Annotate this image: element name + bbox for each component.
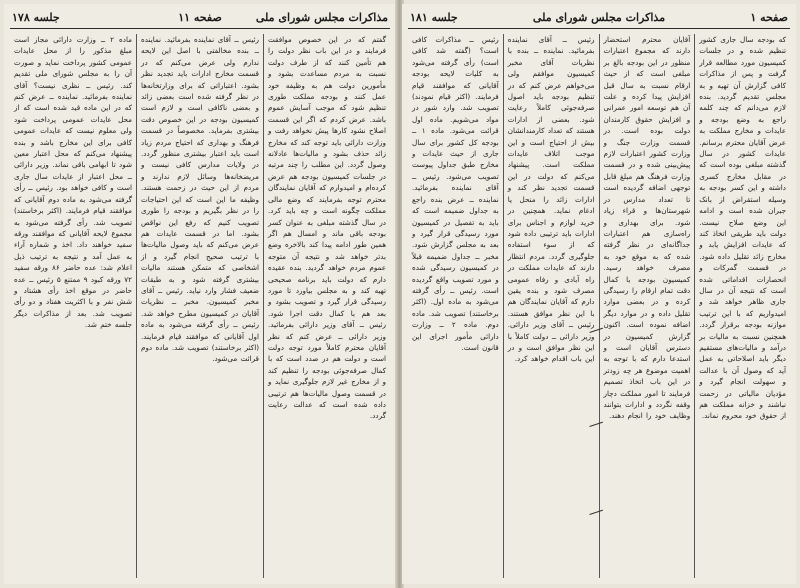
right-page-number: صفحه ۱	[750, 11, 788, 24]
column-text: که بودجه سال جاری کشور تنظیم شده و در جلسات کمیسیون مورد مطالعه قرار گرفت و پس از مذاکرات کافی گزارش آن تهیه و به مجلس تقدیم گردید. بنده لازم می‌دانم که چند کلمه راجع به وضع بودجه و عایدات و مخارج مملکت به عرض آقایان محترم برسانم. عایدات کشور در سال گذشته مبلغی بوده است که در مقابل مخارج کسری داشته و این کسر بودجه به وسیله استقراض از بانک جبران شده است و ادامه این وضع صلاح نیست. دولت باید طریقی اتخاذ کند که عایدات افزایش یابد و مخارج زائد تقلیل داده شود. در قسمت گمرکات و انحصارات اقداماتی شده است که نتیجه آن در سال جاری ظاهر خواهد شد و امیدواریم که با این ترتیب موازنه بودجه برقرار گردد. همچنین نسبت به مالیات بر درآمد و مالیات‌های مستقیم دیگر باید اصلاحاتی به عمل آید که وصول آن با عدالت و سهولت انجام گیرد و مؤدیان مالیاتی در زحمت نباشند و خزانه مملکت هم از حقوق خود محروم نماند.	[699, 35, 786, 421]
right-page-header	[408, 10, 790, 29]
left-page-journal-title: مذاکرات مجلس شورای ملی	[255, 11, 388, 24]
right-column-1	[695, 34, 790, 578]
right-page-session: جلسه ۱۸۱	[410, 11, 458, 24]
right-column-3	[504, 34, 600, 578]
left-page-session: جلسه ۱۷۸	[12, 11, 60, 24]
left-page-columns	[10, 34, 390, 578]
column-text: ماده ۲ ــ وزارت دارائی مجاز است مبلغ مذکور را از محل عایدات عمومی کشور پرداخت نماید و صورت آن را به مجلس شورای ملی تقدیم کند. رئیس ــ نظری نیست؟ آقای نماینده بفرمائید. نماینده ــ عرض کنم که در این ماده قید شده است که از محل عایدات عمومی پرداخت شود ولی معلوم نیست که عایدات عمومی کافی برای این مخارج باشد و بنده پیشنهاد می‌کنم که محل اعتبار معین شود تا ابهامی باقی نماند. وزیر دارائی ــ محل اعتبار از عایدات سال جاری است و کافی خواهد بود. رئیس ــ رأی گرفته می‌شود به ماده دوم آقایانی که موافقند قیام فرمایند. (اکثر برخاستند) تصویب شد. رأی گرفته می‌شود به مجموع لایحه آقایانی که موافقند ورقه سفید خواهند داد. اخذ و شماره آراء به عمل آمد و نتیجه به ترتیب ذیل اعلام شد: عده حاضر ۸۶ ورقه سفید ۷۲ ورقه کبود ۹ ممتنع ۵ رئیس ــ عده حاضر در موقع اخذ رأی هشتاد و شش نفر و با اکثریت هفتاد و دو رأی تصویب شد. بعد از مذاکرات دیگر جلسه ختم شد.	[14, 35, 132, 330]
left-column-3	[10, 34, 137, 578]
right-column-4	[408, 34, 504, 578]
right-column-2	[600, 34, 696, 578]
left-column-1	[264, 34, 390, 578]
left-page-number: صفحه ۱۱	[178, 11, 222, 24]
column-text: آقایان محترم استحضار دارند که مجموع اعتبارات منظور در این بودجه بالغ بر مبلغی است که از حیث ارقام نسبت به سال قبل افزایش پیدا کرده و علت آن هم توسعه امور عمرانی و افزایش حقوق کارمندان دولت بوده است. در قسمت وزارت جنگ و وزارت کشور اعتبارات لازم پیش‌بینی شده و در قسمت وزارت فرهنگ هم مبلغ قابل توجهی اضافه گردیده است تا تعداد مدارس در شهرستان‌ها و قراء زیاد شود. برای بهداری و راه‌سازی هم اعتبارات جداگانه‌ای در نظر گرفته شده که به موقع خود به مصرف خواهد رسید. کمیسیون بودجه با کمال دقت تمام ارقام را رسیدگی کرده و در بعضی موارد تقلیل داده و در موارد دیگر اضافه نموده است. اکنون گزارش کمیسیون در دسترس آقایان است و استدعا دارم که با توجه به اهمیت موضوع هر چه زودتر در این باب اتخاذ تصمیم فرمایند تا امور مملکت دچار وقفه نگردد و ادارات بتوانند وظایف خود را انجام دهند.	[603, 35, 691, 421]
column-text: رئیس ــ آقای نماینده بفرمائید. نماینده ــ بنده مخالفتی با اصل این لایحه ندارم ولی عرض می‌کنم که در قسمت مخارج ادارات باید تجدید نظر بشود. اعتباراتی که برای وزارتخانه‌ها در نظر گرفته شده است بعضی زائد و بعضی ناکافی است و لازم است کمیسیون بودجه در این خصوص دقت بیشتری بفرماید. مخصوصاً در قسمت فرهنگ و بهداری که احتیاج مردم زیاد است باید اعتبار بیشتری منظور گردد. در ولایات مدارس کافی نیست و مریضخانه‌ها وسائل لازم ندارند و مردم از این حیث در زحمت هستند. وظیفه ما این است که این احتیاجات را در نظر بگیریم و بودجه را طوری تصویب کنیم که رفع این نواقص بشود. اما در قسمت عایدات هم عرض می‌کنم که باید وصول مالیات‌ها با ترتیب صحیح انجام گیرد و از اشخاصی که متمکن هستند مالیات بیشتری گرفته شود و به طبقات ضعیف فشار وارد نیاید. رئیس ــ آقای مخبر کمیسیون. مخبر ــ نظریات آقایان در کمیسیون مطرح خواهد شد. رئیس ــ رأی گرفته می‌شود به ماده اول آقایانی که موافقند قیام فرمایند. (اکثر برخاستند) تصویب شد. ماده دوم قرائت می‌شود.	[141, 35, 259, 364]
column-text: رئیس ــ آقای نماینده بفرمائید. نماینده ــ بنده با نظریات آقای مخبر کمیسیون موافقم ولی می‌خواهم عرض کنم که در تنظیم بودجه باید اصول صرفه‌جوئی کاملاً رعایت شود. بعضی از ادارات هستند که تعداد کارمندانشان بیش از احتیاج است و این موجب اتلاف عایدات مملکت است. پیشنهاد می‌کنم که دولت در این قسمت تجدید نظر کند و ادارات زائد را منحل یا ادغام نماید. همچنین در خرید لوازم و اجناس برای ادارات باید ترتیبی داده شود که از سوء استفاده جلوگیری گردد. مردم انتظار دارند که عایدات مملکت در راه آبادی و رفاه عمومی مصرف شود و بنده یقین دارم که آقایان نمایندگان هم با این نظر موافق هستند. رئیس ــ آقای وزیر دارائی. وزیر دارائی ــ دولت کاملاً با این نظر موافق است و در این باب اقدام خواهد کرد.	[507, 35, 595, 364]
left-page	[4, 4, 396, 584]
right-page-columns	[408, 34, 790, 578]
left-page-header	[10, 10, 390, 29]
right-page	[402, 4, 796, 584]
right-page-journal-title: مذاکرات مجلس شورای ملی	[532, 11, 666, 24]
column-text: گفتم که در این خصوص موافقت فرمایند و در این باب نظر دولت را هم تأمین کنند که از طرف دولت نسبت به مردم مساعدت بشود و مأمورین دولت هم به وظیفه خود عمل کنند و بودجه مملکت طوری تنظیم شود که موجب آسایش عموم باشد. عرض کردم که اگر این قسمت اصلاح نشود کارها پیش نخواهد رفت و وزارت دارائی باید توجه کند که مخارج زائد حذف بشود و مالیات‌ها عادلانه وصول گردد. این مطلب را چند مرتبه در جلسات کمیسیون بودجه هم عرض کرده‌ام و امیدوارم که آقایان نمایندگان محترم توجه بفرمایند که وضع مالی مملکت چگونه است و چه باید کرد. در سال گذشته مبلغی به عنوان کسر بودجه باقی ماند و امسال هم اگر همین طور ادامه پیدا کند بالاخره وضع بدتر خواهد شد و نتیجه آن متوجه عموم مردم خواهد گردید. بنده عقیده دارم که دولت باید برنامه صحیحی تهیه کند و به مجلس بیاورد تا مورد رسیدگی قرار گیرد و تصویب بشود و بعد هم با کمال دقت اجرا شود. رئیس ــ آقای وزیر دارائی بفرمائید. وزیر دارائی ــ عرض کنم که نظر آقایان محترم کاملاً مورد توجه دولت است و دولت هم در صدد است که با کمال صرفه‌جوئی بودجه را تنظیم کند و از مخارج غیر لازم جلوگیری نماید و در قسمت وصول مالیات‌ها هم ترتیبی داده شده است که عدالت رعایت گردد.	[268, 35, 386, 421]
left-column-2	[137, 34, 264, 578]
column-text: رئیس ــ مذاکرات کافی است؟ (گفته شد کافی است) رأی گرفته می‌شود به کلیات لایحه بودجه آقایانی که موافقند قیام فرمایند. (اکثر قیام نمودند) تصویب شد. وارد شور در مواد می‌شویم. ماده اول قرائت می‌شود. ماده ۱ ــ بودجه کل کشور برای سال جاری از حیث عایدات و مخارج طبق جداول پیوست تصویب می‌شود. رئیس ــ آقای نماینده بفرمائید. نماینده ــ عرض بنده راجع به جداول ضمیمه است که باید به تفصیل در کمیسیون مورد رسیدگی قرار گیرد و بعد به مجلس گزارش شود. مخبر ــ جداول ضمیمه قبلاً در کمیسیون رسیدگی شده و مورد تصویب واقع گردیده است. رئیس ــ رأی گرفته می‌شود به ماده اول. (اکثر برخاستند) تصویب شد. ماده دوم. ماده ۲ ــ وزارت دارائی مأمور اجرای این قانون است.	[412, 35, 499, 352]
